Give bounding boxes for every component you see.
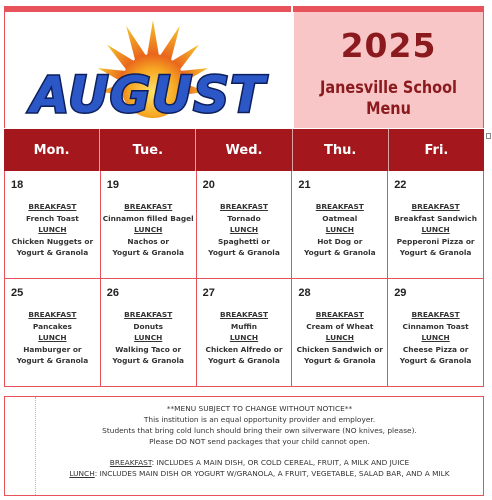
breakfast-item: Pancakes: [32, 321, 72, 331]
breakfast-label: BREAKFAST: [411, 310, 460, 319]
breakfast-item: Cinnamon filled Bagel: [102, 213, 194, 223]
lunch-label: LUNCH: [229, 225, 259, 234]
notice-change-line: **MENU SUBJECT TO CHANGE WITHOUT NOTICE**: [166, 404, 353, 413]
lunch-alt: Yogurt & Granola: [303, 248, 376, 257]
breakfast-definition-text: : INCLUDES A MAIN DISH, OR COLD CEREAL, FRUIT, A MILK AND JUICE: [151, 458, 410, 467]
title-panel: [294, 12, 483, 128]
day-header-mon: Mon.: [4, 129, 100, 171]
lunch-label: LUNCH: [325, 225, 354, 234]
day-menu: [5, 309, 100, 367]
lunch-alt: Yogurt & Granola: [16, 356, 89, 365]
date-number: 26: [106, 287, 120, 299]
lunch-item: Cheese Pizza or: [402, 344, 469, 354]
day-menu: [5, 201, 100, 259]
lunch-item: Spaghetti or: [217, 236, 271, 246]
lunch-label: LUNCH: [325, 333, 354, 342]
day-menu: [197, 309, 292, 367]
lunch-item: Chicken Nuggets or: [11, 236, 94, 246]
date-number: 22: [394, 179, 407, 191]
day-menu: [292, 309, 387, 367]
lunch-item: Walking Taco or: [115, 344, 182, 354]
day-menu: [197, 201, 292, 259]
breakfast-label: BREAKFAST: [219, 310, 269, 319]
lunch-label: LUNCH: [38, 333, 67, 342]
august-logo-text: AUGUST: [30, 66, 266, 124]
week-row-1: [4, 171, 484, 279]
breakfast-label: BREAKFAST: [219, 202, 269, 211]
breakfast-label: BREAKFAST: [124, 310, 173, 319]
day-header-wed: Wed.: [196, 129, 292, 171]
breakfast-definition: [36, 457, 483, 468]
notice-silverware: Students that bring cold lunch should bring their own silverware (NO knives, please).: [102, 426, 417, 435]
date-number: 21: [298, 179, 311, 191]
lunch-item: Chicken Alfredo or: [205, 344, 283, 354]
school-name: Janesville School: [319, 78, 457, 98]
day-cell: [5, 171, 101, 278]
breakfast-key: BREAKFAST: [109, 458, 152, 467]
day-header-thu: Thu.: [293, 129, 389, 171]
lunch-label: LUNCH: [38, 225, 67, 234]
breakfast-item: Breakfast Sandwich: [394, 213, 477, 223]
breakfast-item: French Toast: [26, 213, 79, 223]
day-menu: [101, 309, 196, 367]
lunch-label: LUNCH: [421, 225, 450, 234]
date-number: 27: [202, 287, 215, 299]
day-cell: [101, 171, 197, 278]
day-cell: [5, 279, 101, 386]
breakfast-label: BREAKFAST: [315, 310, 364, 319]
breakfast-label: BREAKFAST: [411, 202, 460, 211]
school-title: [308, 78, 469, 120]
day-menu: [101, 201, 196, 259]
weekday-header-row: [4, 129, 484, 171]
year-title: 2025: [340, 26, 437, 65]
breakfast-item: Donuts: [133, 321, 164, 331]
august-logo: [5, 12, 292, 128]
date-number: 19: [106, 179, 120, 191]
lunch-item: Hamburger or: [23, 344, 82, 354]
day-cell: [292, 279, 388, 386]
date-number: 29: [394, 287, 407, 299]
breakfast-item: Oatmeal: [322, 213, 358, 223]
breakfast-item: Tornado: [227, 213, 261, 223]
date-number: 18: [11, 179, 24, 191]
lunch-label: LUNCH: [421, 333, 450, 342]
lunch-alt: Yogurt & Granola: [208, 248, 280, 257]
lunch-definition: [36, 468, 483, 479]
lunch-alt: Yogurt & Granola: [112, 248, 185, 257]
lunch-alt: Yogurt & Granola: [399, 356, 472, 365]
lunch-definition-text: : INCLUDES MAIN DISH OR YOGURT W/GRANOLA, A FRUIT, VEGETABLE, SALAD BAR, AND A MILK: [94, 469, 450, 478]
day-cell: [197, 279, 293, 386]
breakfast-item: Cinnamon Toast: [402, 321, 469, 331]
notice-packages: Please DO NOT send packages that your child cannot open.: [149, 437, 370, 446]
menu-word: Menu: [366, 99, 411, 119]
lunch-item: Chicken Sandwich or: [296, 344, 383, 354]
lunch-alt: Yogurt & Granola: [16, 248, 89, 257]
day-header-fri: Fri.: [424, 142, 449, 158]
lunch-alt: Yogurt & Granola: [303, 356, 376, 365]
day-cell: [292, 171, 388, 278]
day-cell: [197, 171, 293, 278]
day-cell: [388, 279, 483, 386]
date-number: 20: [202, 179, 215, 191]
lunch-item: Pepperoni Pizza or: [396, 236, 475, 246]
lunch-key: LUNCH: [69, 469, 95, 478]
lunch-alt: Yogurt & Granola: [112, 356, 185, 365]
breakfast-item: Cream of Wheat: [306, 321, 374, 331]
sun-icon: [5, 12, 292, 128]
breakfast-label: BREAKFAST: [315, 202, 364, 211]
notice-inner: [35, 397, 483, 495]
notice-box: [4, 396, 484, 496]
page-corner-mark: [486, 133, 491, 139]
lunch-item: Nachos or: [127, 236, 169, 246]
lunch-label: LUNCH: [134, 333, 163, 342]
day-menu: [388, 201, 483, 259]
day-menu: [292, 201, 387, 259]
day-menu: [388, 309, 483, 367]
breakfast-label: BREAKFAST: [124, 202, 173, 211]
date-number: 28: [298, 287, 311, 299]
lunch-label: LUNCH: [134, 225, 163, 234]
breakfast-item: Muffin: [230, 321, 258, 331]
day-cell: [101, 279, 197, 386]
lunch-label: LUNCH: [229, 333, 259, 342]
notice-equal-opportunity: This institution is an equal opportunity provider and employer.: [143, 415, 376, 424]
breakfast-label: BREAKFAST: [28, 310, 77, 319]
lunch-alt: Yogurt & Granola: [208, 356, 280, 365]
date-number: 25: [11, 287, 24, 299]
week-row-2: [4, 279, 484, 387]
header-band: [4, 12, 484, 128]
notice-text: [36, 403, 483, 479]
day-header-tue: Tue.: [100, 129, 196, 171]
breakfast-label: BREAKFAST: [28, 202, 77, 211]
lunch-alt: Yogurt & Granola: [399, 248, 472, 257]
lunch-item: Hot Dog or: [317, 236, 363, 246]
day-cell: [388, 171, 483, 278]
